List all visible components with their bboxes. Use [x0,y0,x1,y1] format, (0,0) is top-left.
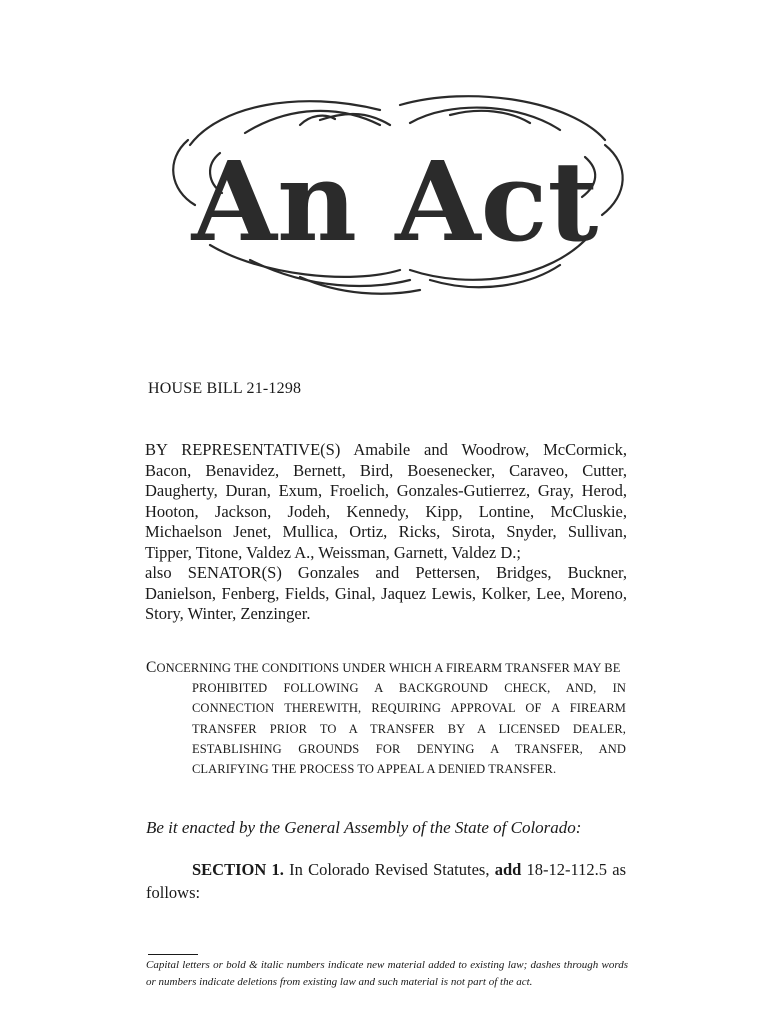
an-act-masthead [150,85,640,315]
section-add-word: add [494,860,522,879]
masthead-title: An Act [191,137,599,266]
section-1 [146,858,626,904]
bill-title-concerning [146,658,626,779]
sponsors-block [145,440,627,625]
flourish-ornament [150,85,640,315]
section-text-before: In Colorado Revised Statutes, [283,860,495,879]
senators-list: also SENATOR(S) Gonzales and Pettersen, Bridges, Buckner, Danielson, Fenberg, Fields, Ginal, Jaquez Lewis, Kolker, Lee, Moreno, Story, Winter, Zenzinger. [145,563,627,623]
section-text-after: 18-12-112.5 as follows: [146,860,626,902]
concerning-rest: PROHIBITED FOLLOWING A BACKGROUND CHECK, AND, IN CONNECTION THEREWITH, REQUIRING APPROVAL OF A FIREARM TRANSFER PRIOR TO A TRANSFER BY A LICENSED DEALER, ESTABLISHING GROUNDS FOR DENYING A TRANSFER, AND CLARIFYING THE PROCESS TO APPEAL A DENIED TRANSFER. [192,681,626,777]
concerning-lead-text: ONCERNING THE CONDITIONS UNDER WHICH A FIREARM TRANSFER MAY BE [156,661,621,675]
representatives-list: BY REPRESENTATIVE(S) Amabile and Woodrow, McCormick, Bacon, Benavidez, Bernett, Bird, Boesenecker, Caraveo, Cutter, Daugherty, Duran, Exum, Froelich, Gonzales-Gutierrez, Gray, Herod, Hooton, Jackson, Jodeh, Kennedy, Kipp, Lontine, McCluskie, Michaelson Jenet, Mullica, Ortiz, Ricks, Sirota, Snyder, Sullivan, Tipper, Titone, Valdez A., Weissman, Garnett, Valdez D.; [145,440,627,562]
concerning-lead-line [146,658,626,678]
enacting-clause: Be it enacted by the General Assembly of the State of Colorado: [146,818,582,837]
footnote-divider [148,954,198,955]
concerning-first-letter: C [146,659,157,676]
footnote: Capital letters or bold & italic numbers indicate new material added to existing law; dashes through words or numbers indicate deletions from existing law and such material is not part of the act. [146,959,628,988]
section-label: SECTION 1. [192,860,284,879]
bill-number: HOUSE BILL 21-1298 [148,380,302,397]
